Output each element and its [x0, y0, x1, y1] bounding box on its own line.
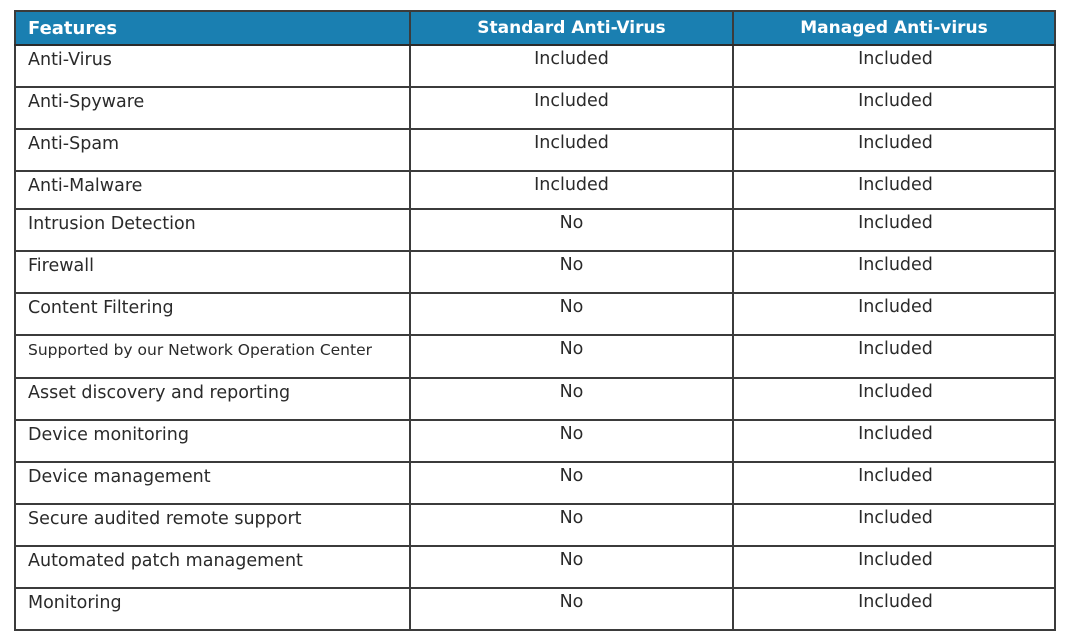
feature-cell: Device monitoring	[15, 420, 410, 462]
header-standard-anti-virus: Standard Anti-Virus	[410, 11, 733, 45]
managed-value-cell: Included	[733, 171, 1055, 209]
comparison-table-container	[14, 10, 1054, 631]
standard-value-cell: No	[410, 546, 733, 588]
table-row	[15, 378, 1055, 420]
standard-value-cell: Included	[410, 45, 733, 87]
managed-value-cell: Included	[733, 335, 1055, 378]
feature-comparison-table	[14, 10, 1056, 631]
managed-value-cell: Included	[733, 87, 1055, 129]
feature-cell: Anti-Malware	[15, 171, 410, 209]
standard-value-cell: No	[410, 588, 733, 630]
standard-value-cell: No	[410, 378, 733, 420]
table-row	[15, 171, 1055, 209]
feature-cell: Secure audited remote support	[15, 504, 410, 546]
managed-value-cell: Included	[733, 588, 1055, 630]
feature-cell: Automated patch management	[15, 546, 410, 588]
feature-cell: Anti-Spam	[15, 129, 410, 171]
feature-cell: Firewall	[15, 251, 410, 293]
managed-value-cell: Included	[733, 209, 1055, 251]
managed-value-cell: Included	[733, 378, 1055, 420]
table-row	[15, 87, 1055, 129]
feature-cell: Content Filtering	[15, 293, 410, 335]
table-row	[15, 504, 1055, 546]
standard-value-cell: No	[410, 293, 733, 335]
feature-cell: Asset discovery and reporting	[15, 378, 410, 420]
table-row	[15, 129, 1055, 171]
feature-cell: Device management	[15, 462, 410, 504]
standard-value-cell: No	[410, 420, 733, 462]
header-features: Features	[15, 11, 410, 45]
standard-value-cell: Included	[410, 87, 733, 129]
feature-cell: Anti-Virus	[15, 45, 410, 87]
managed-value-cell: Included	[733, 45, 1055, 87]
managed-value-cell: Included	[733, 293, 1055, 335]
table-row	[15, 209, 1055, 251]
table-row	[15, 420, 1055, 462]
table-row	[15, 546, 1055, 588]
table-row	[15, 45, 1055, 87]
standard-value-cell: No	[410, 251, 733, 293]
managed-value-cell: Included	[733, 546, 1055, 588]
table-row	[15, 251, 1055, 293]
table-row	[15, 335, 1055, 378]
managed-value-cell: Included	[733, 129, 1055, 171]
table-header-row	[15, 11, 1055, 45]
standard-value-cell: No	[410, 335, 733, 378]
managed-value-cell: Included	[733, 251, 1055, 293]
feature-cell: Supported by our Network Operation Center	[15, 335, 410, 378]
standard-value-cell: No	[410, 209, 733, 251]
standard-value-cell: No	[410, 504, 733, 546]
managed-value-cell: Included	[733, 420, 1055, 462]
feature-cell: Monitoring	[15, 588, 410, 630]
managed-value-cell: Included	[733, 504, 1055, 546]
table-row	[15, 293, 1055, 335]
managed-value-cell: Included	[733, 462, 1055, 504]
table-row	[15, 462, 1055, 504]
standard-value-cell: Included	[410, 171, 733, 209]
table-row	[15, 588, 1055, 630]
standard-value-cell: Included	[410, 129, 733, 171]
standard-value-cell: No	[410, 462, 733, 504]
feature-cell: Anti-Spyware	[15, 87, 410, 129]
feature-cell: Intrusion Detection	[15, 209, 410, 251]
header-managed-anti-virus: Managed Anti-virus	[733, 11, 1055, 45]
